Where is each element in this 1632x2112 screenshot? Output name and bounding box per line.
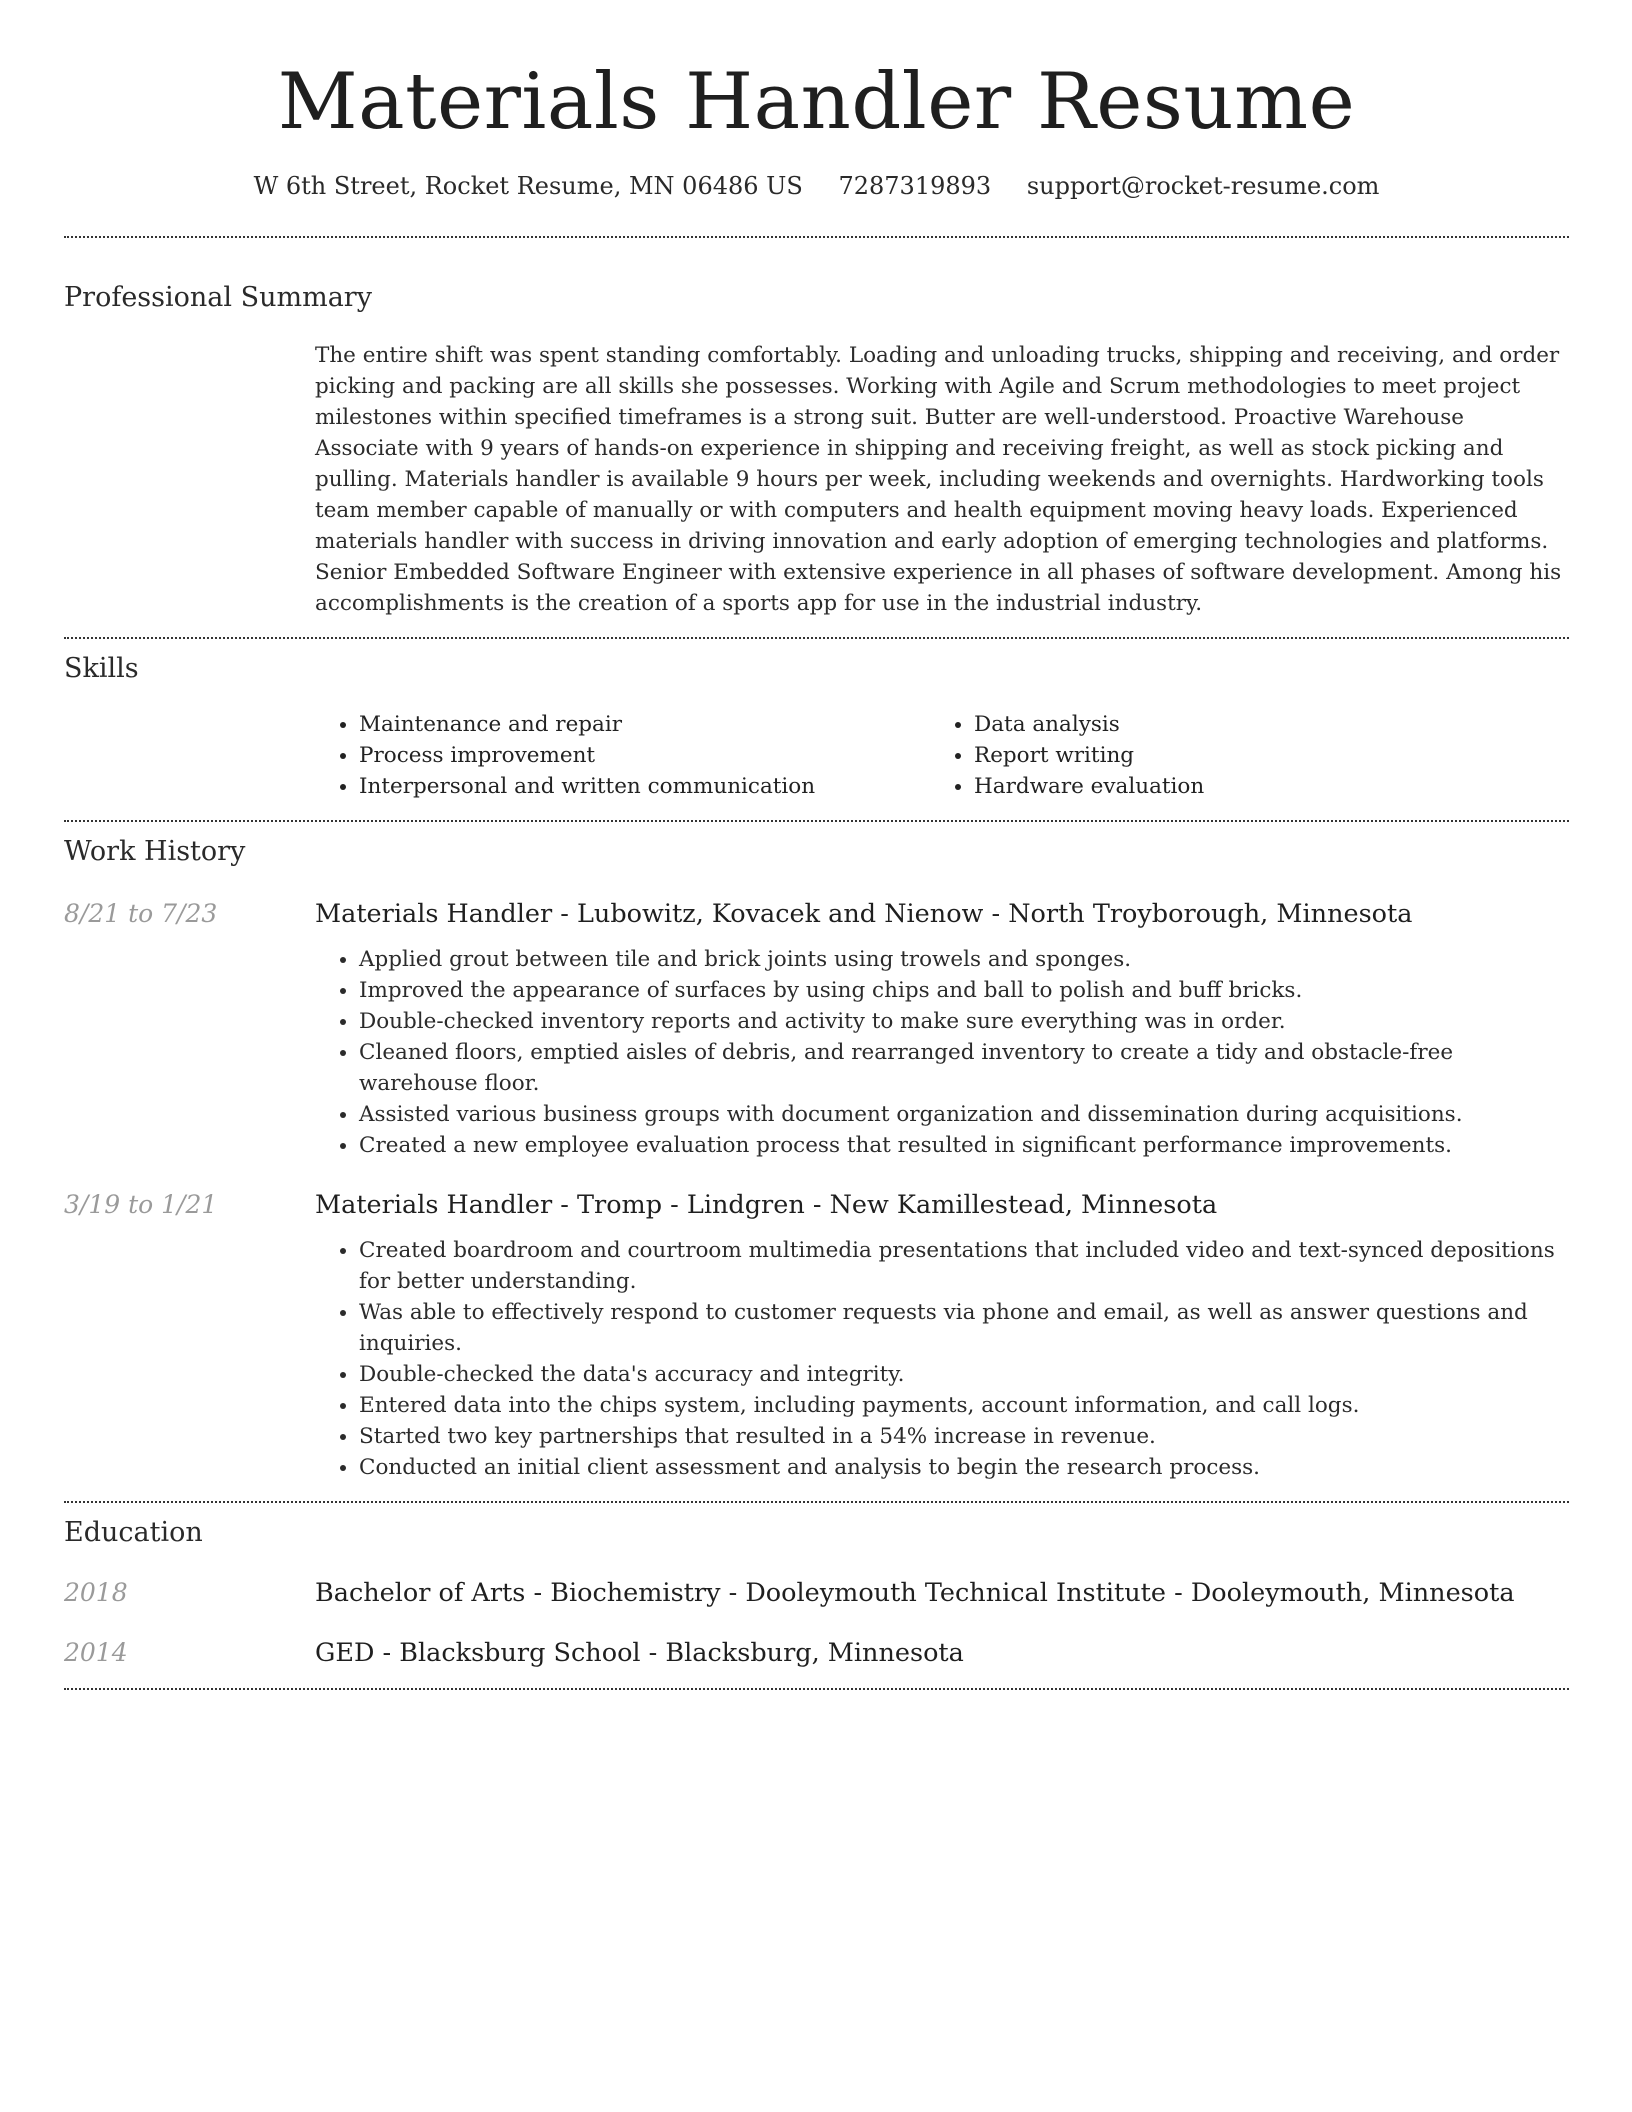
skills-divider (64, 820, 1569, 822)
education-year: 2014 (64, 1638, 128, 1667)
job-dates: 3/19 to 1/21 (64, 1190, 218, 1219)
skill-item: • Report writing (974, 740, 1204, 771)
skills-column-right (930, 709, 1204, 802)
job-bullet: • Started two key partnerships that resulted in a 54% increase in revenue. (359, 1421, 1569, 1452)
job-entry (64, 1188, 1569, 1483)
skills-heading: Skills (64, 653, 139, 684)
job-title: Materials Handler - Tromp - Lindgren - New Kamillestead, Minnesota (315, 1190, 1218, 1220)
skills-list (315, 709, 1569, 802)
job-bullets (315, 1235, 1569, 1483)
job-bullet: • Double-checked the data's accuracy and integrity. (359, 1359, 1569, 1390)
contact-address: W 6th Street, Rocket Resume, MN 06486 US (253, 172, 803, 200)
skill-item: • Hardware evaluation (974, 771, 1204, 802)
job-details (315, 897, 1569, 1161)
job-bullet: • Cleaned floors, emptied aisles of debris, and rearranged inventory to create a tidy and obstacle-free warehouse floor. (359, 1037, 1569, 1099)
work-history-heading: Work History (64, 836, 246, 867)
education-year: 2018 (64, 1578, 128, 1607)
resume-title: Materials Handler Resume (277, 57, 1356, 147)
job-bullet: • Created boardroom and courtroom multimedia presentations that included video and text-synced depositions for better understanding. (359, 1235, 1569, 1297)
job-bullet: • Double-checked inventory reports and activity to make sure everything was in order. (359, 1006, 1569, 1037)
job-bullets (315, 944, 1569, 1161)
contact-line (64, 170, 1569, 202)
job-bullet: • Conducted an initial client assessment and analysis to begin the research process. (359, 1452, 1569, 1483)
job-dates: 8/21 to 7/23 (64, 899, 218, 928)
summary-heading: Professional Summary (64, 282, 372, 313)
resume-page (64, 0, 1569, 1690)
work-divider (64, 1501, 1569, 1503)
job-entry (64, 897, 1569, 1161)
summary-divider (64, 637, 1569, 639)
job-bullet: • Assisted various business groups with document organization and dissemination during acquisitions. (359, 1099, 1569, 1130)
job-title: Materials Handler - Lubowitz, Kovacek and Nienow - North Troyborough, Minnesota (315, 899, 1413, 929)
job-bullet: • Entered data into the chips system, including payments, account information, and call logs. (359, 1390, 1569, 1421)
skill-item: • Interpersonal and written communication (359, 771, 930, 802)
education-title: Bachelor of Arts - Biochemistry - Dooleymouth Technical Institute - Dooleymouth, Minnesota (315, 1578, 1515, 1608)
job-bullet: • Improved the appearance of surfaces by using chips and ball to polish and buff bricks. (359, 975, 1569, 1006)
education-divider (64, 1688, 1569, 1690)
contact-phone: 7287319893 (838, 172, 992, 200)
education-heading: Education (64, 1517, 203, 1548)
skill-item: • Maintenance and repair (359, 709, 930, 740)
skills-column-left (315, 709, 930, 802)
header-divider (64, 236, 1569, 238)
education-entry (64, 1576, 1569, 1610)
job-bullet: • Applied grout between tile and brick joints using trowels and sponges. (359, 944, 1569, 975)
job-bullet: • Was able to effectively respond to customer requests via phone and email, as well as answer questions and inquiries. (359, 1297, 1569, 1359)
skill-item: • Data analysis (974, 709, 1204, 740)
education-entry (64, 1636, 1569, 1670)
summary-text: The entire shift was spent standing comfortably. Loading and unloading trucks, shipping and receiving, and order picking and packing are all skills she possesses. Working with Agile and Scrum methodologies to meet project milestones within specified timeframes is a strong suit. Butter are well-understood. Proactive Warehouse Associate with 9 years of hands-on experience in shipping and receiving freight, as well as stock picking and pulling. Materials handler is available 9 hours per week, including weekends and overnights. Hardworking tools team member capable of manually or with computers and health equipment moving heavy loads. Experienced materials handler with success in driving innovation and early adoption of emerging technologies and platforms. Senior Embedded Software Engineer with extensive experience in all phases of software development. Among his accomplishments is the creation of a sports app for use in the industrial industry. (315, 343, 1562, 616)
contact-email: support@rocket-resume.com (1026, 172, 1380, 200)
job-bullet: • Created a new employee evaluation process that resulted in significant performance improvements. (359, 1130, 1569, 1161)
job-details (315, 1188, 1569, 1483)
skill-item: • Process improvement (359, 740, 930, 771)
education-title: GED - Blacksburg School - Blacksburg, Minnesota (315, 1638, 964, 1668)
